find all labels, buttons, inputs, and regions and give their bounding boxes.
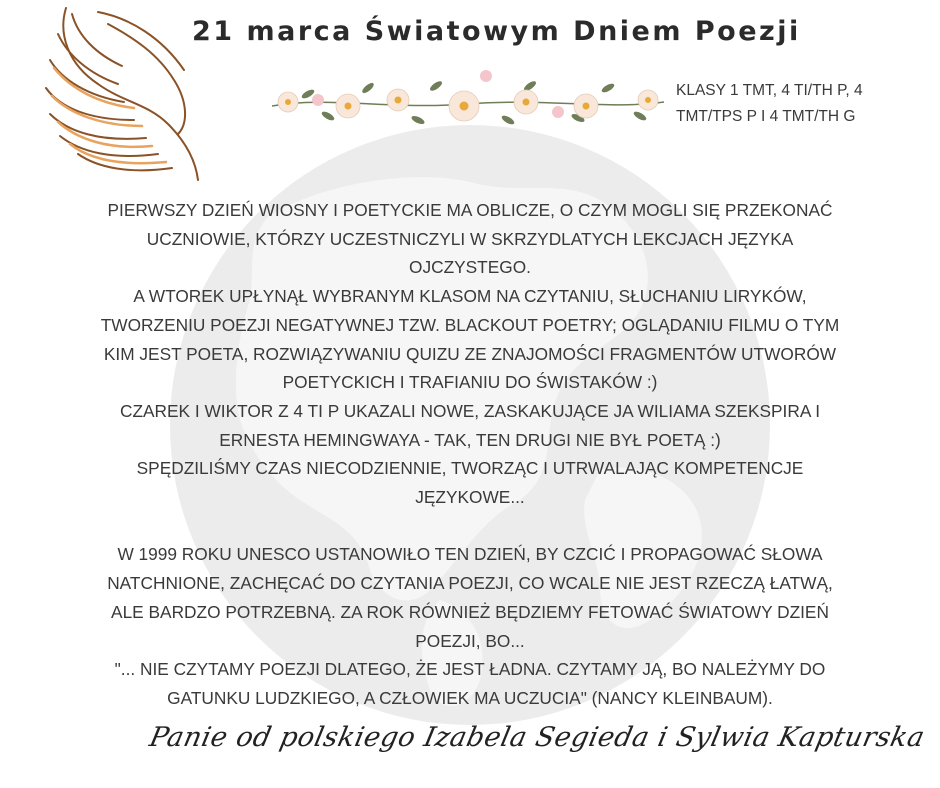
body-line: KIM JEST POETA, ROZWIĄZYWANIU QUIZU ZE ZNAJOMOŚCI FRAGMENTÓW UTWORÓW — [103, 343, 837, 364]
angel-wing-icon — [38, 4, 208, 184]
paragraph-gap — [22, 512, 918, 541]
body-line: SPĘDZILIŚMY CZAS NIECODZIENNIE, TWORZĄC I UTRWALAJĄC KOMPETENCJE — [136, 458, 804, 479]
body-line: ALE BARDZO POTRZEBNĄ. ZA ROK RÓWNIEŻ BĘDZIEMY FETOWAĆ ŚWIATOWY DZIEŃ — [111, 601, 829, 622]
body-line: CZAREK I WIKTOR Z 4 TI P UKAZALI NOWE, ZASKAKUJĄCE JA WILIAMA SZEKSPIRA I — [119, 400, 821, 421]
body-line: "... NIE CZYTAMY POEZJI DLATEGO, ŻE JEST ŁADNA. CZYTAMY JĄ, BO NALEŻYMY DO — [114, 659, 826, 680]
signature: Panie od polskiego Izabela Segieda i Sylwia Kapturska — [146, 722, 928, 753]
body-line: PIERWSZY DZIEŃ WIOSNY I POETYCKIE MA OBLICZE, O CZYM MOGLI SIĘ PRZEKONAĆ — [107, 200, 833, 220]
class-list — [676, 78, 926, 130]
body-line: POETYCKICH I TRAFIANIU DO ŚWISTAKÓW :) — [282, 372, 658, 393]
body-line: TWORZENIU POEZJI NEGATYWNEJ TZW. BLACKOUT POETRY; OGLĄDANIU FILMU O TYM — [100, 314, 840, 335]
body-line: OJCZYSTEGO. — [409, 257, 531, 278]
body-line: GATUNKU LUDZKIEGO, A CZŁOWIEK MA UCZUCIA" (NANCY KLEINBAUM). — [167, 687, 773, 708]
class-list-line: TMT/TPS P I 4 TMT/TH G — [676, 108, 856, 125]
article-body — [22, 196, 918, 713]
body-line: POEZJI, BO... — [415, 630, 525, 651]
class-list-line: KLASY 1 TMT, 4 TI/TH P, 4 — [676, 82, 863, 99]
body-line: UCZNIOWIE, KTÓRZY UCZESTNICZYLI W SKRZYDLATYCH LEKCJACH JĘZYKA — [146, 228, 794, 249]
body-line: W 1999 ROKU UNESCO USTANOWIŁO TEN DZIEŃ, BY CZCIĆ I PROPAGOWAĆ SŁOWA — [117, 544, 823, 565]
page-title: 21 marca Światowym Dniem Poezji — [192, 16, 801, 47]
body-line: NATCHNIONE, ZACHĘCAĆ DO CZYTANIA POEZJI, CO WCALE NIE JEST RZECZĄ ŁATWĄ, — [107, 573, 833, 594]
body-line: ERNESTA HEMINGWAYA - TAK, TEN DRUGI NIE BYŁ POETĄ :) — [219, 429, 721, 450]
body-line: JĘZYKOWE... — [415, 487, 525, 508]
body-line: A WTOREK UPŁYNĄŁ WYBRANYM KLASOM NA CZYTANIU, SŁUCHANIU LIRYKÓW, — [133, 286, 807, 307]
flower-garland-icon — [268, 66, 668, 142]
